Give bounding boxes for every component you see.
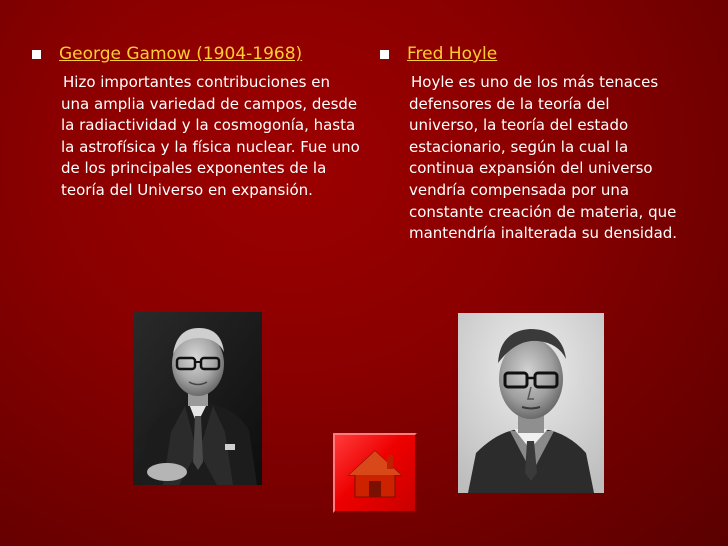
hoyle-heading-row — [378, 40, 683, 68]
hoyle-column — [378, 40, 683, 245]
gamow-link[interactable]: George Gamow (1904-1968) — [59, 44, 303, 64]
square-bullet-icon — [32, 50, 41, 59]
hoyle-portrait-drawing — [458, 313, 604, 493]
hoyle-description: Hoyle es uno de los más tenaces defensores de la teoría del universo, la teoría del estado estacionario, según la cual la continua expansión del universo vendría compensada por una constante creación de materia, que mantendría inalterada su densidad. — [409, 73, 678, 243]
gamow-portrait-drawing — [133, 312, 262, 485]
gamow-heading-row — [30, 40, 360, 68]
home-icon — [335, 435, 415, 511]
home-button[interactable] — [333, 433, 417, 513]
gamow-portrait — [133, 312, 262, 485]
gamow-description: Hizo importantes contribuciones en una amplia variedad de campos, desde la radiactividad y la cosmogonía, hasta la astrofísica y la física nuclear. Fue uno de los principales exponentes de la teoría del Universo en expansión. — [61, 73, 360, 199]
hoyle-link[interactable]: Fred Hoyle — [407, 44, 498, 64]
square-bullet-icon — [380, 50, 389, 59]
gamow-column — [30, 40, 360, 202]
hoyle-portrait — [458, 313, 604, 493]
